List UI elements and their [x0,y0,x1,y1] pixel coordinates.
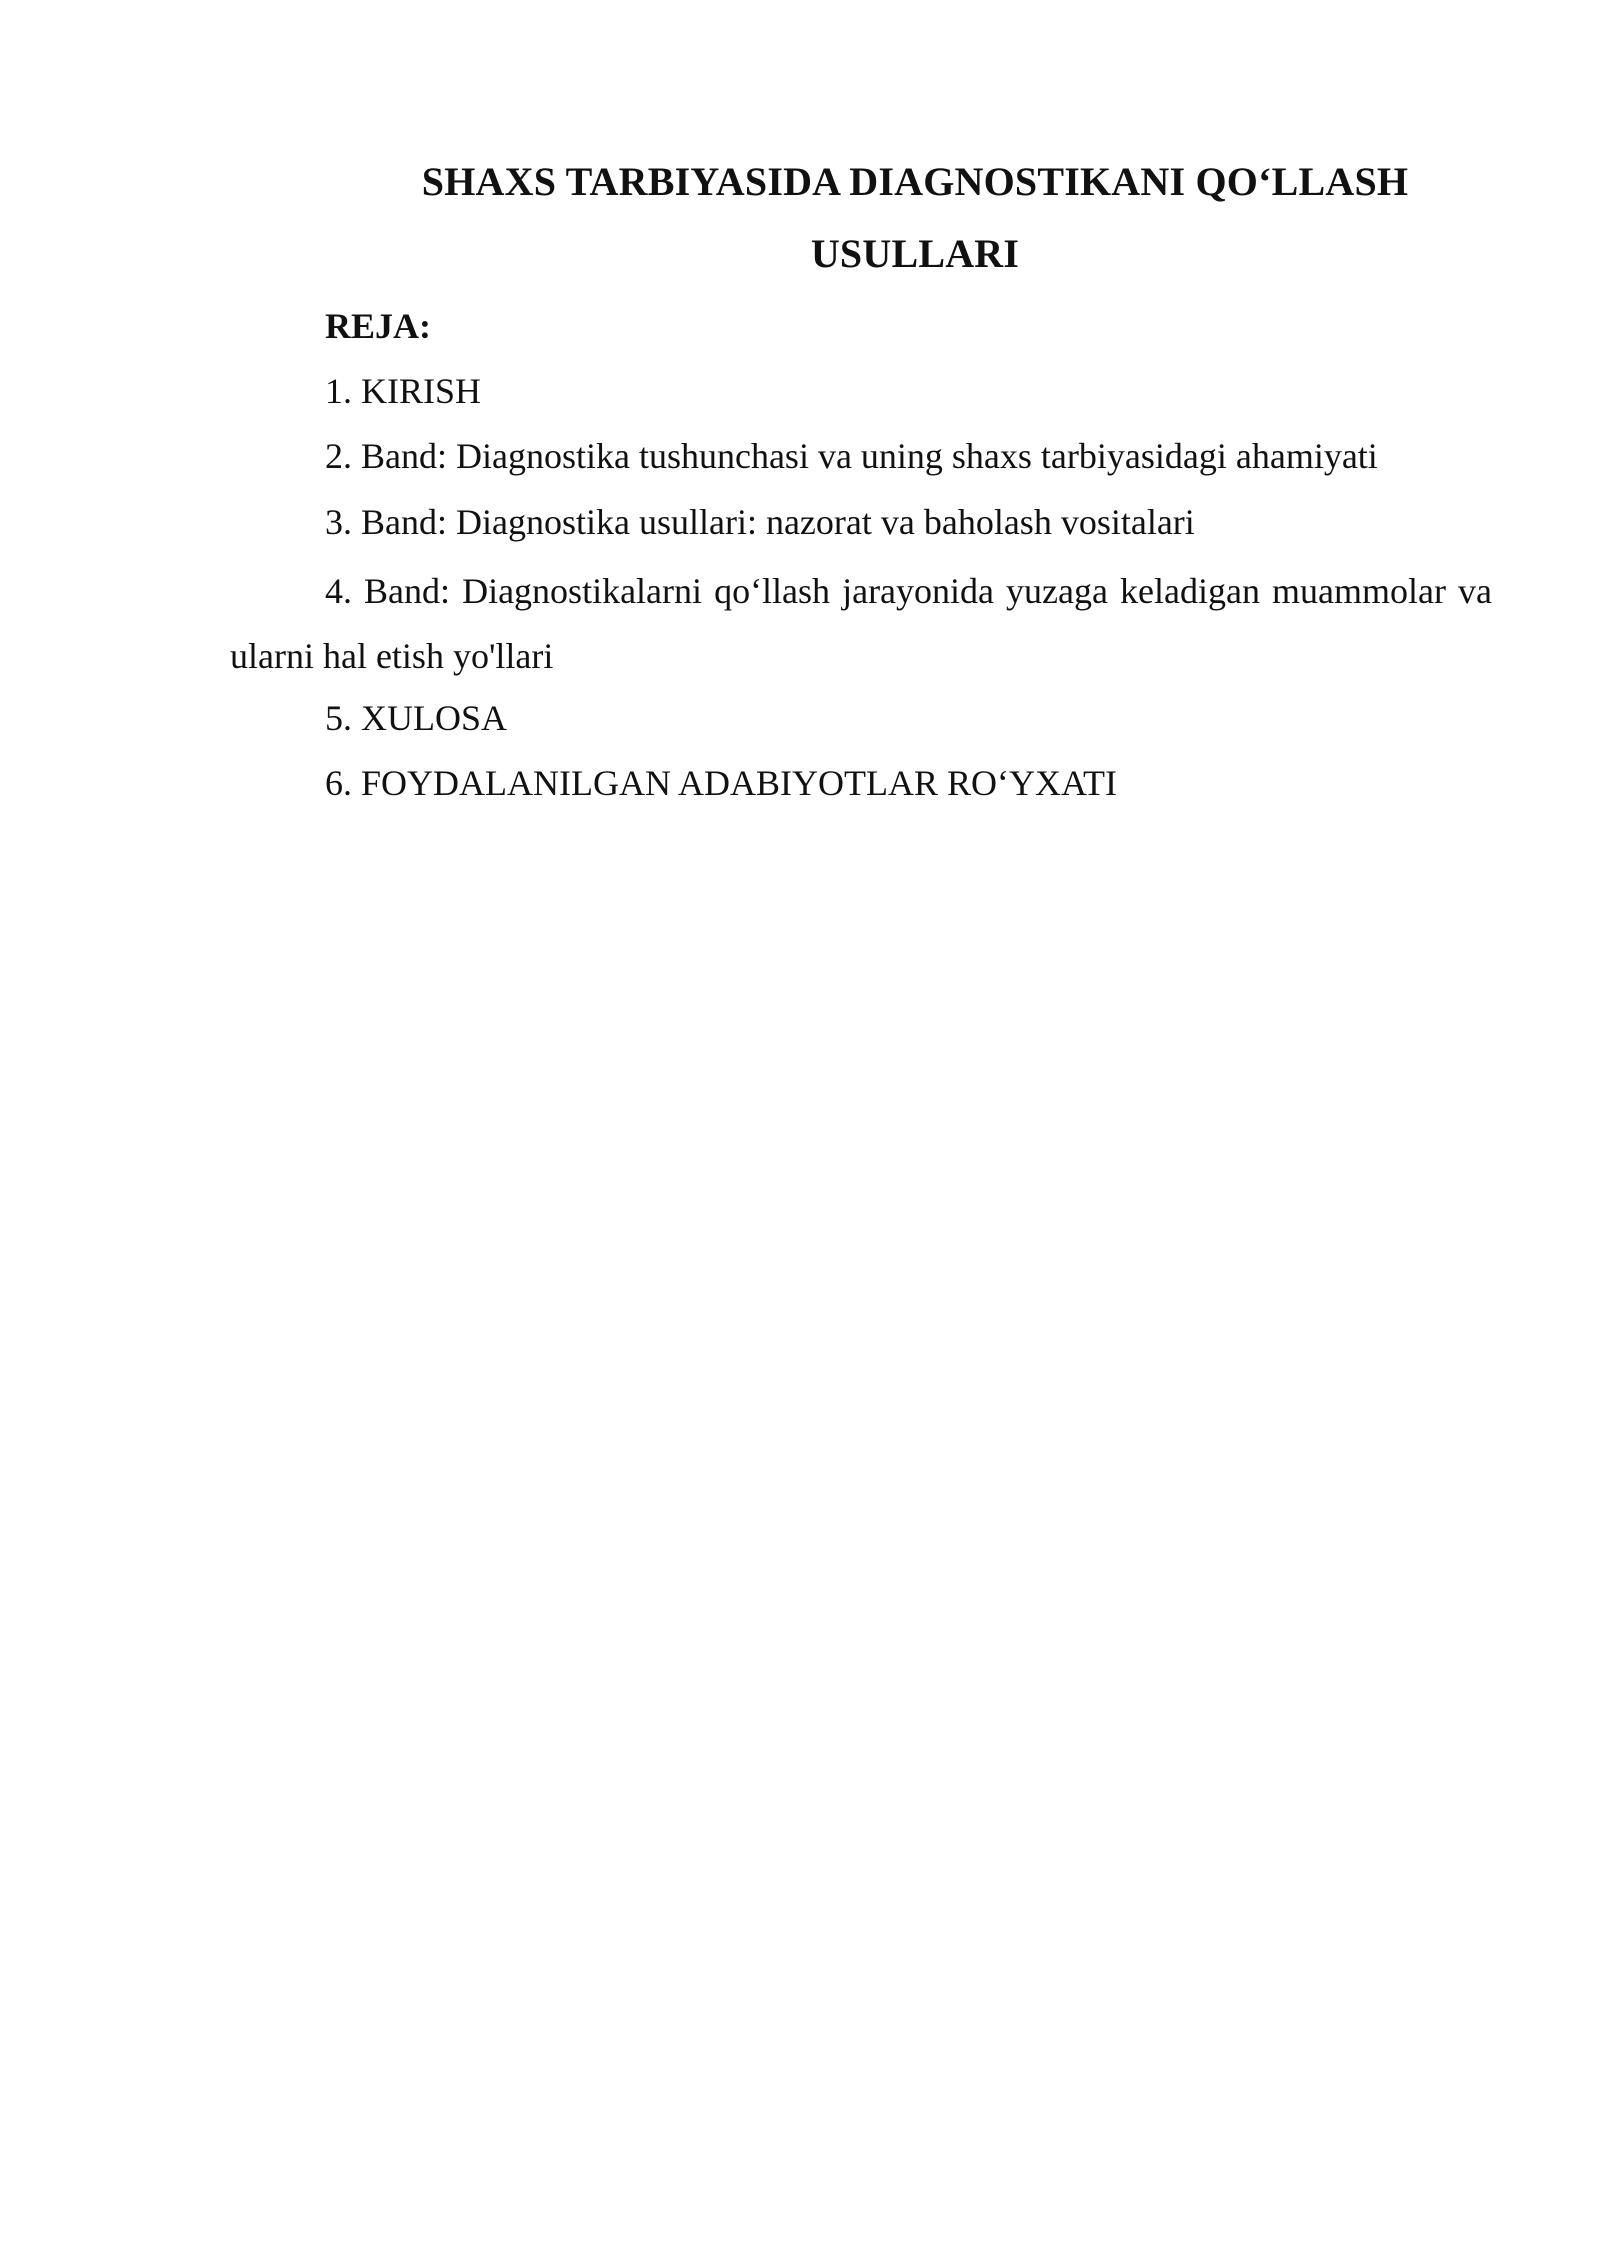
plan-item-conclusion: 5. XULOSA [325,698,508,738]
plan-item-diagnostics-concept: 2. Band: Diagnostika tushunchasi va uning shaxs tarbiyasidagi ahamiyati [325,436,1378,476]
plan-item-introduction: 1. KIRISH [325,371,482,411]
plan-item-diagnostic-problems: 4. Band: Diagnostikalarni qo‘llash jarayonida yuzaga keladigan muammolar va ularni hal etish yo'llari [230,571,1492,676]
plan-heading: REJA: [325,306,431,346]
plan-item-diagnostic-methods: 3. Band: Diagnostika usullari: nazorat va baholash vositalari [325,502,1195,542]
document-title: SHAXS TARBIYASIDA DIAGNOSTIKANI QO‘LLASH USULLARI [421,159,1409,276]
plan-item-references: 6. FOYDALANILGAN ADABIYOTLAR RO‘YXATI [325,763,1117,803]
